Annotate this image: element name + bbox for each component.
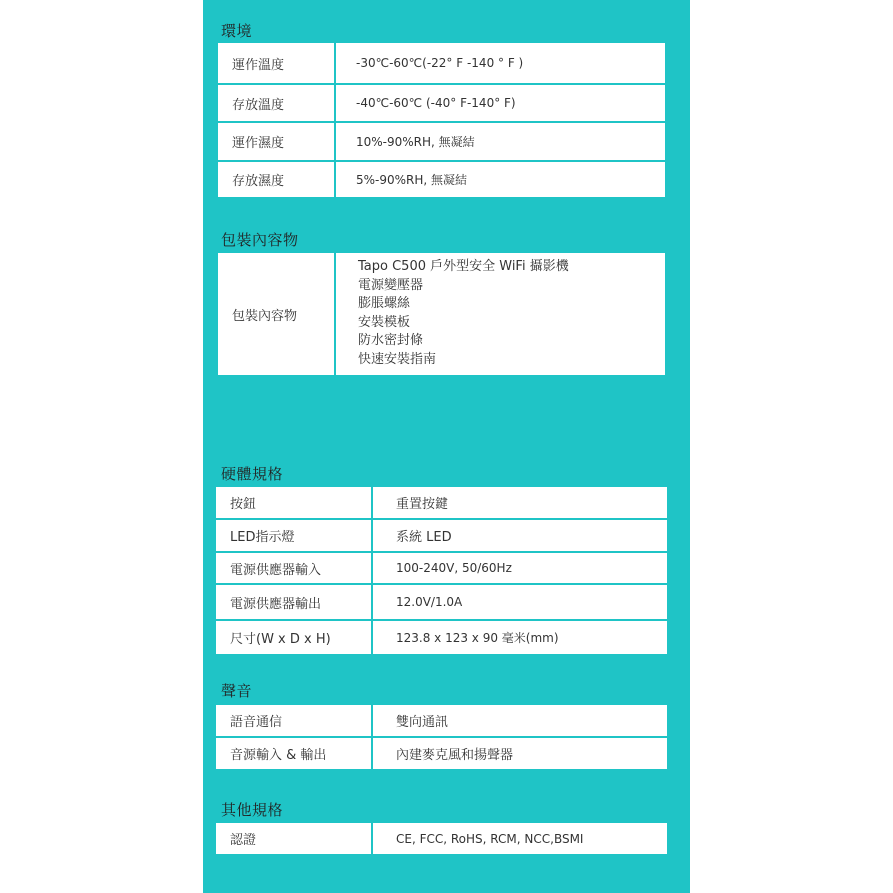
table-row — [216, 487, 667, 518]
row-label: 語音通信 — [230, 715, 283, 730]
section-title-audio: 聲音 — [221, 682, 253, 700]
row-label: LED指示燈 — [230, 530, 295, 545]
list-item: 電源變壓器 — [358, 277, 424, 293]
table-row — [216, 705, 667, 736]
table-row — [216, 823, 667, 854]
row-value: 100-240V, 50/60Hz — [396, 561, 512, 575]
row-label: 音源輸入 & 輸出 — [230, 748, 327, 763]
row-label: 按鈕 — [230, 497, 257, 512]
section-title-other: 其他規格 — [221, 801, 284, 819]
table-row — [218, 162, 665, 197]
row-value: 重置按鍵 — [396, 497, 449, 512]
row-label: 認證 — [230, 833, 257, 848]
table-row — [216, 738, 667, 769]
row-label: 存放濕度 — [232, 174, 285, 189]
row-label: 電源供應器輸出 — [230, 596, 322, 612]
row-value: 12.0V/1.0A — [396, 595, 463, 609]
row-label: 存放溫度 — [232, 97, 285, 113]
list-item: Tapo C500 戶外型安全 WiFi 攝影機 — [358, 259, 569, 274]
list-item: 安裝模板 — [358, 314, 411, 330]
table-row — [216, 621, 667, 654]
row-value: 系統 LED — [396, 530, 452, 545]
row-value: -30℃-60℃(-22° F -140 ° F ) — [356, 56, 524, 70]
table-row — [216, 585, 667, 619]
row-value: 內建麥克風和揚聲器 — [396, 748, 514, 763]
table-row — [216, 553, 667, 583]
list-item: 防水密封條 — [358, 333, 424, 348]
section-title-package: 包裝內容物 — [221, 231, 299, 249]
column-divider — [334, 253, 336, 375]
package-items — [358, 258, 569, 369]
table-row — [218, 123, 665, 160]
section-title-environment: 環境 — [221, 22, 253, 40]
row-label: 運作濕度 — [232, 136, 285, 151]
row-value: 123.8 x 123 x 90 毫米(mm) — [396, 631, 559, 645]
package-row — [218, 253, 665, 375]
list-item: 膨脹螺絲 — [358, 296, 411, 311]
table-row — [216, 520, 667, 551]
package-label: 包裝內容物 — [232, 308, 298, 324]
row-value: -40℃-60℃ (-40° F-140° F) — [356, 96, 516, 110]
row-label: 電源供應器輸入 — [230, 562, 322, 578]
row-label: 運作溫度 — [232, 57, 285, 73]
row-value: CE, FCC, RoHS, RCM, NCC,BSMI — [396, 831, 584, 846]
row-value: 5%-90%RH, 無凝結 — [356, 173, 468, 187]
section-title-hardware: 硬體規格 — [221, 465, 284, 483]
row-value: 10%-90%RH, 無凝結 — [356, 135, 475, 149]
row-label: 尺寸(W x D x H) — [230, 632, 331, 647]
table-row — [218, 85, 665, 121]
list-item: 快速安裝指南 — [358, 351, 437, 367]
table-row — [218, 43, 665, 83]
row-value: 雙向通訊 — [396, 715, 449, 730]
